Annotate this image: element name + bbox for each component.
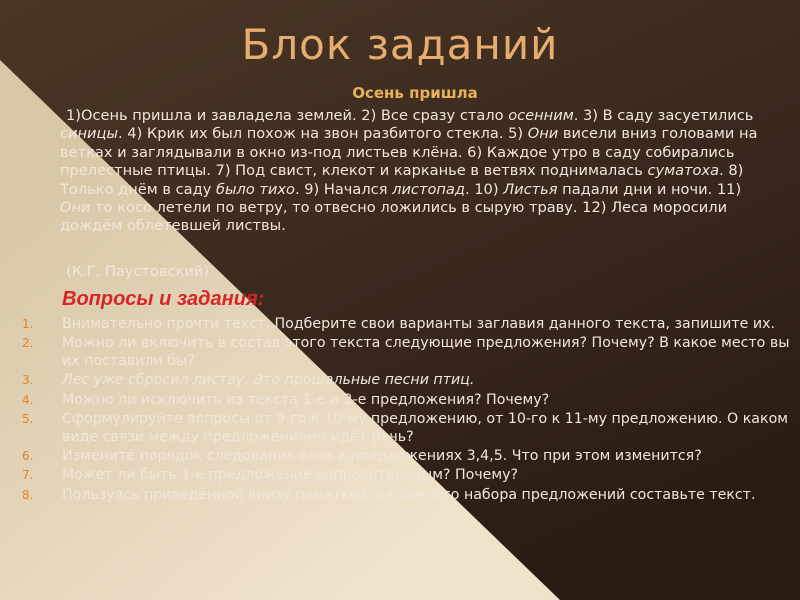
task-text: Лес уже сбросил листву. Это прощальные песни птиц.	[62, 372, 475, 389]
task-item	[0, 316, 790, 334]
task-number: 2.	[22, 336, 34, 351]
task-number: 5.	[22, 411, 34, 426]
task-number: 6.	[22, 449, 34, 464]
task-number: 7.	[22, 468, 34, 483]
text-segment: . 4) Крик их был похож на звон разбитого стекла. 5)	[118, 125, 528, 143]
task-item	[0, 372, 790, 390]
task-number: 4.	[22, 392, 34, 407]
task-number: 3.	[22, 373, 34, 388]
italic-word: Листья	[503, 180, 558, 198]
task-item	[0, 392, 790, 410]
questions-heading: Вопросы и задания:	[62, 288, 265, 310]
task-text: Можно ли исключить из текста 1-е и 2-е предложения? Почему?	[62, 391, 550, 408]
task-item	[0, 487, 790, 505]
task-text: Сформулируйте вопросы от 9-го к 10-му предложению, от 10-го к 11-му предложению. О каком виде связи между предложениями идёт речь?	[62, 410, 788, 445]
italic-word: осенним	[508, 107, 574, 124]
text-segment: . 10)	[464, 180, 504, 198]
text-segment: . 3) В саду засуетились	[573, 107, 754, 124]
task-item	[0, 411, 790, 447]
task-text: Может ли быть 1-е предложение вопросительным? Почему?	[62, 467, 519, 484]
text-segment: висели вниз головами на ветках и заглядывали в окно из-под листьев клёна. 6) Каждое утро в саду собирались прелестные птицы. 7) Под свист, клекот и карканье в ветвях поднималась	[60, 125, 758, 180]
task-text: Измените порядок следования слов в предложениях 3,4,5. Что при этом изменится?	[62, 448, 702, 465]
task-item	[0, 335, 790, 371]
task-number: 1.	[22, 317, 34, 331]
task-item	[0, 448, 790, 466]
task-number: 8.	[22, 487, 34, 502]
italic-word: синицы	[60, 125, 118, 143]
text-segment: . 9) Начался	[294, 180, 393, 198]
text-segment: 1)Осень пришла и завладела землей. 2) Все сразу стало	[66, 107, 509, 124]
task-text: Внимательно прочти текст. Подберите свои варианты заглавия данного текста, запишите их.	[62, 316, 776, 332]
text-segment: . 8) Только днём в саду	[60, 162, 744, 198]
author-credit: (К.Г. Паустовский)	[66, 263, 209, 280]
task-item	[0, 467, 790, 485]
text-subtitle: Осень пришла	[352, 84, 478, 102]
italic-word: Они	[60, 199, 91, 217]
italic-word: суматоха	[647, 162, 720, 180]
task-text: Пользуясь приведённой внизу памяткой, из данного набора предложений составьте текст.	[62, 486, 756, 503]
text-segment: падали дни и ночи. 11)	[557, 180, 742, 198]
story-paragraph	[60, 107, 775, 236]
italic-word: листопад	[392, 180, 465, 198]
task-list	[0, 316, 790, 506]
italic-word: Они	[527, 125, 559, 143]
slide-title: Блок заданий	[241, 20, 559, 69]
text-segment: то косо летели по ветру, то отвесно ложились в сырую траву. 12) Леса моросили дождём облетевшей листвы.	[60, 199, 728, 235]
task-text: Можно ли включить в состав этого текста следующие предложения? Почему? В какое место вы их поставили бы?	[62, 335, 790, 370]
italic-word: было тихо	[216, 180, 295, 198]
